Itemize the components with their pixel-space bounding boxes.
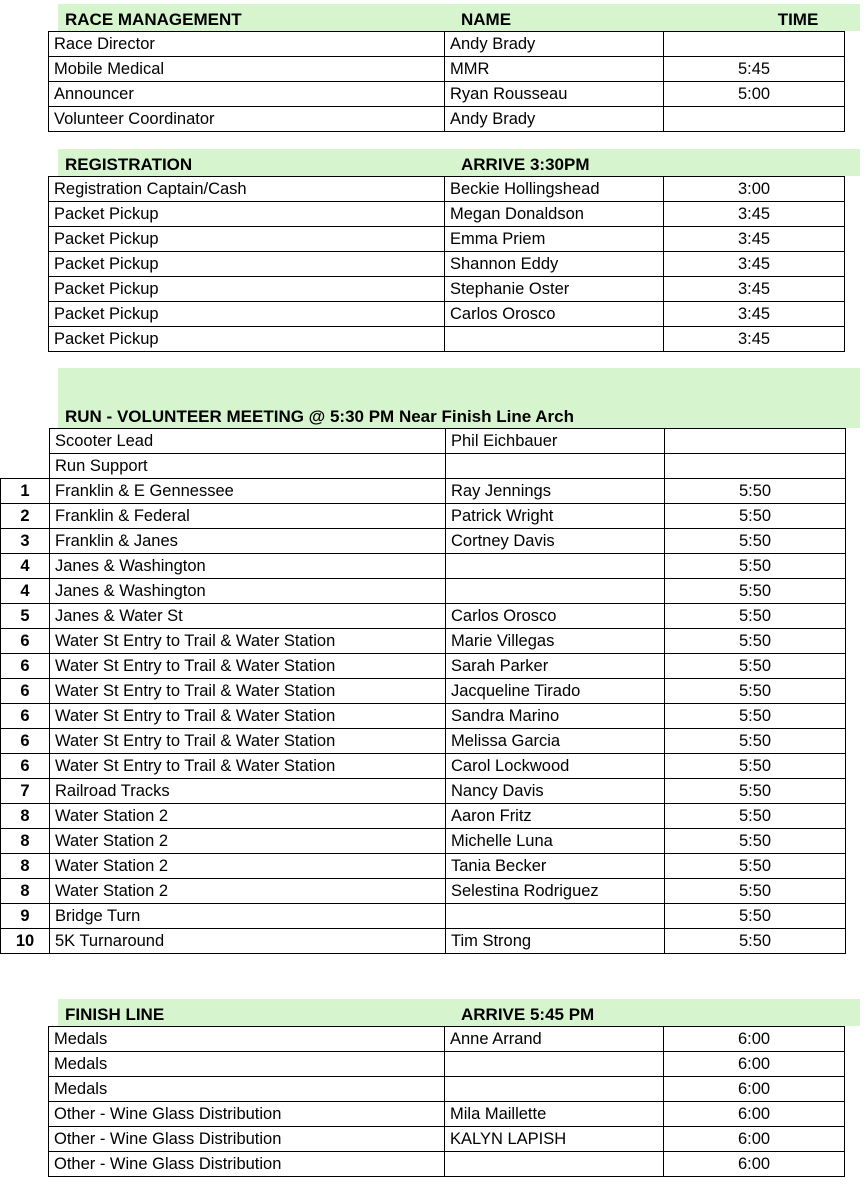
table-row [1,929,846,954]
row-number: 10 [1,929,50,954]
table-row [1,579,846,604]
table-row [0,1027,845,1052]
role-cell: Water St Entry to Trail & Water Station [50,654,446,679]
role-cell: Packet Pickup [49,277,445,302]
volunteer-name-cell: Carol Lockwood [446,754,665,779]
volunteer-name-cell: Emma Priem [445,227,664,252]
table-row [1,729,846,754]
assignment-table [0,428,846,954]
table-row [0,1127,845,1152]
table-row [0,1077,845,1102]
volunteer-name-cell: Sarah Parker [446,654,665,679]
time-cell: 6:00 [664,1127,845,1152]
volunteer-name-cell: Sandra Marino [446,704,665,729]
time-cell: 5:50 [665,629,846,654]
volunteer-name-cell: Megan Donaldson [445,202,664,227]
header-name-label: NAME [461,10,512,29]
table-row [1,654,846,679]
row-number [0,107,49,132]
role-cell: Franklin & Federal [50,504,446,529]
role-cell: Franklin & E Gennessee [50,479,446,504]
row-number [0,252,49,277]
row-number [0,1152,49,1177]
row-number [0,202,49,227]
time-cell: 5:50 [665,729,846,754]
header-title: REGISTRATION [65,155,193,174]
volunteer-name-cell [445,1052,664,1077]
row-number: 8 [1,804,50,829]
role-cell: Water St Entry to Trail & Water Station [50,679,446,704]
row-number [0,177,49,202]
time-cell: 5:50 [665,929,846,954]
time-cell: 3:45 [664,227,845,252]
row-number [0,327,49,352]
role-cell: Packet Pickup [49,302,445,327]
table-row [1,779,846,804]
volunteer-name-cell [446,904,665,929]
volunteer-name-cell: MMR [445,57,664,82]
row-number: 2 [1,504,50,529]
table-row [0,32,845,57]
time-cell: 3:45 [664,277,845,302]
table-row [0,202,845,227]
volunteer-name-cell [445,1077,664,1102]
time-cell: 5:50 [665,804,846,829]
role-cell: Other - Wine Glass Distribution [49,1102,445,1127]
time-cell: 5:50 [665,679,846,704]
volunteer-name-cell [446,454,665,479]
volunteer-name-cell: Nancy Davis [446,779,665,804]
section-header [58,4,860,31]
role-cell: Water Station 2 [50,804,446,829]
role-cell: 5K Turnaround [50,929,446,954]
time-cell: 5:50 [665,904,846,929]
time-cell: 5:50 [665,879,846,904]
role-cell: Other - Wine Glass Distribution [49,1152,445,1177]
time-cell: 5:50 [665,529,846,554]
time-cell: 3:45 [664,327,845,352]
role-cell: Franklin & Janes [50,529,446,554]
role-cell: Janes & Washington [50,554,446,579]
time-cell: 3:45 [664,252,845,277]
role-cell: Railroad Tracks [50,779,446,804]
role-cell: Medals [49,1077,445,1102]
section-header [58,999,860,1026]
role-cell: Volunteer Coordinator [49,107,445,132]
table-row [0,1052,845,1077]
time-cell: 5:50 [665,654,846,679]
table-row [1,554,846,579]
role-cell: Water Station 2 [50,879,446,904]
row-number: 3 [1,529,50,554]
volunteer-name-cell: Stephanie Oster [445,277,664,302]
row-number: 8 [1,829,50,854]
row-number [0,302,49,327]
volunteer-name-cell: Beckie Hollingshead [445,177,664,202]
header-title: RACE MANAGEMENT [65,10,242,29]
time-cell [664,32,845,57]
role-cell: Water St Entry to Trail & Water Station [50,629,446,654]
volunteer-name-cell: Shannon Eddy [445,252,664,277]
table-row [1,504,846,529]
table-row [1,454,846,479]
row-number: 6 [1,629,50,654]
row-number [0,1077,49,1102]
time-cell: 5:50 [665,829,846,854]
row-number: 4 [1,554,50,579]
role-cell: Packet Pickup [49,327,445,352]
volunteer-name-cell: Carlos Orosco [446,604,665,629]
header-title: FINISH LINE [65,1005,165,1024]
header-arrive-label: ARRIVE 3:30PM [461,155,590,174]
table-row [1,854,846,879]
volunteer-name-cell: Andy Brady [445,32,664,57]
table-row [1,754,846,779]
volunteer-name-cell: Tim Strong [446,929,665,954]
role-cell: Water St Entry to Trail & Water Station [50,704,446,729]
table-row [0,177,845,202]
time-cell: 5:50 [665,854,846,879]
volunteer-name-cell: KALYN LAPISH [445,1127,664,1152]
role-cell: Water Station 2 [50,829,446,854]
volunteer-name-cell: Michelle Luna [446,829,665,854]
row-number [0,1027,49,1052]
role-cell: Packet Pickup [49,202,445,227]
volunteer-name-cell: Anne Arrand [445,1027,664,1052]
section-header [58,149,860,176]
volunteer-name-cell: Marie Villegas [446,629,665,654]
role-cell: Other - Wine Glass Distribution [49,1127,445,1152]
role-cell: Water Station 2 [50,854,446,879]
time-cell: 5:50 [665,704,846,729]
section-header [58,368,860,428]
table-row [0,1102,845,1127]
role-cell: Janes & Washington [50,579,446,604]
table-row [1,629,846,654]
assignment-table [0,31,845,132]
table-row [0,107,845,132]
volunteer-name-cell: Mila Maillette [445,1102,664,1127]
row-number: 6 [1,729,50,754]
row-number [0,32,49,57]
role-cell: Water St Entry to Trail & Water Station [50,729,446,754]
time-cell: 5:45 [664,57,845,82]
volunteer-name-cell: Ryan Rousseau [445,82,664,107]
table-row [1,529,846,554]
row-number: 6 [1,679,50,704]
row-number: 5 [1,604,50,629]
volunteer-name-cell [446,554,665,579]
table-row [0,82,845,107]
row-number: 7 [1,779,50,804]
assignment-table [0,176,845,352]
time-cell: 5:00 [664,82,845,107]
time-cell: 5:50 [665,579,846,604]
header-title: RUN - VOLUNTEER MEETING @ 5:30 PM Near Finish Line Arch [65,407,575,426]
row-number: 8 [1,879,50,904]
time-cell: 5:50 [665,479,846,504]
row-number: 1 [1,479,50,504]
role-cell: Medals [49,1027,445,1052]
role-cell: Medals [49,1052,445,1077]
row-number [0,57,49,82]
row-number: 6 [1,704,50,729]
table-row [1,679,846,704]
role-cell: Mobile Medical [49,57,445,82]
time-cell: 5:50 [665,754,846,779]
header-time-label: TIME [777,10,819,29]
volunteer-name-cell: Melissa Garcia [446,729,665,754]
volunteer-name-cell: Cortney Davis [446,529,665,554]
row-number [1,454,50,479]
role-cell: Bridge Turn [50,904,446,929]
row-number: 8 [1,854,50,879]
volunteer-name-cell: Carlos Orosco [445,302,664,327]
table-row [1,704,846,729]
volunteer-name-cell: Tania Becker [446,854,665,879]
time-cell [665,429,846,454]
volunteer-name-cell: Ray Jennings [446,479,665,504]
table-row [1,829,846,854]
time-cell [665,454,846,479]
table-row [0,1152,845,1177]
table-row [1,604,846,629]
header-arrive-label: ARRIVE 5:45 PM [461,1005,595,1024]
row-number: 6 [1,754,50,779]
volunteer-name-cell: Selestina Rodriguez [446,879,665,904]
row-number [0,277,49,302]
row-number [1,429,50,454]
role-cell: Race Director [49,32,445,57]
table-row [0,227,845,252]
volunteer-name-cell: Patrick Wright [446,504,665,529]
time-cell: 5:50 [665,779,846,804]
volunteer-name-cell: Aaron Fritz [446,804,665,829]
time-cell: 3:45 [664,202,845,227]
volunteer-name-cell [445,327,664,352]
row-number [0,82,49,107]
role-cell: Packet Pickup [49,227,445,252]
role-cell: Announcer [49,82,445,107]
table-row [0,327,845,352]
row-number [0,1052,49,1077]
table-row [0,252,845,277]
time-cell: 5:50 [665,554,846,579]
time-cell: 3:45 [664,302,845,327]
table-row [1,879,846,904]
time-cell: 6:00 [664,1152,845,1177]
row-number [0,1127,49,1152]
time-cell: 5:50 [665,504,846,529]
time-cell [664,107,845,132]
volunteer-name-cell [445,1152,664,1177]
time-cell: 3:00 [664,177,845,202]
role-cell: Run Support [50,454,446,479]
table-row [1,904,846,929]
row-number [0,1102,49,1127]
time-cell: 6:00 [664,1027,845,1052]
row-number [0,227,49,252]
volunteer-name-cell: Andy Brady [445,107,664,132]
role-cell: Janes & Water St [50,604,446,629]
volunteer-name-cell [446,579,665,604]
table-row [0,57,845,82]
time-cell: 6:00 [664,1102,845,1127]
role-cell: Scooter Lead [50,429,446,454]
role-cell: Water St Entry to Trail & Water Station [50,754,446,779]
row-number: 4 [1,579,50,604]
table-row [0,302,845,327]
role-cell: Packet Pickup [49,252,445,277]
row-number: 6 [1,654,50,679]
role-cell: Registration Captain/Cash [49,177,445,202]
table-row [1,479,846,504]
table-row [1,429,846,454]
table-row [0,277,845,302]
time-cell: 6:00 [664,1052,845,1077]
volunteer-name-cell: Jacqueline Tirado [446,679,665,704]
time-cell: 5:50 [665,604,846,629]
row-number: 9 [1,904,50,929]
assignment-table [0,1026,845,1177]
time-cell: 6:00 [664,1077,845,1102]
volunteer-name-cell: Phil Eichbauer [446,429,665,454]
table-row [1,804,846,829]
